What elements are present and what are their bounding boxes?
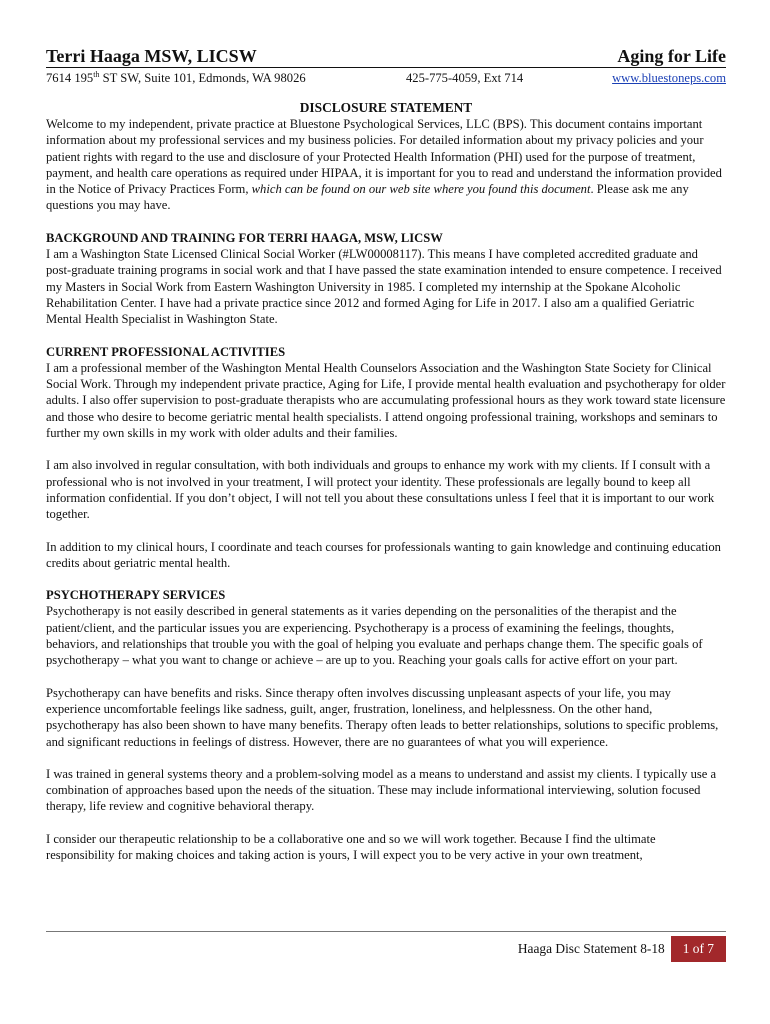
background-paragraph: I am a Washington State Licensed Clinical Social Worker (#LW00008117). This means I have completed accredited graduate and post-graduate training programs in social work and that I have passed the state examination intended to ensure competence. I received my Masters in Social Work from Eastern Washington University in 1985. I completed my internship at the Spokane Alcoholic Rehabilitation Center. I have had a private practice since 2012 and formed Aging for Life in 2017. I also am a qualified Geriatric Mental Health Specialist in Washington State. — [46, 247, 722, 327]
practitioner-name: Terri Haaga MSW, LICSW — [46, 46, 257, 66]
activities-paragraph-1: I am a professional member of the Washington Mental Health Counselors Association and the Washington State Society for Clinical Social Work. Through my independent private practice, Aging for Life, I provide mental health evaluation and psychotherapy for older adults. I also offer supervision to post-graduate therapists who are accumulating professional hours as they work toward state licensure and those who desire to become geriatric mental health specialists. I attend ongoing professional training, workshops and seminars to further my own skills in my work with older adults and their families. — [46, 360, 726, 441]
intro-tail: . Please ask me any questions you may have. — [46, 182, 689, 213]
psychotherapy-paragraph-4: I consider our therapeutic relationship to be a collaborative one and so we will work together. Because I find the ultimate responsibility for making choices and taking action is yours, I will expect you to be very active in your own treatment, — [46, 831, 656, 862]
psychotherapy-heading: PSYCHOTHERAPY SERVICES — [46, 588, 226, 603]
activities-paragraph-2: I am also involved in regular consultation, with both individuals and groups to enhance my work with my clients. If I consult with a professional who is not involved in your treatment, I will protect your identity. These professionals are legally bound to keep all information confidential. If you don’t object, I will not tell you about these consultations unless I feel that it is important to our work together. — [46, 458, 715, 522]
document-page — [46, 46, 726, 863]
address — [46, 69, 406, 87]
psychotherapy-paragraph-3: I was trained in general systems theory and a problem-solving model as a means to understand and assist my clients. I typically use a combination of approaches based upon the needs of the situation. These may include informational interviewing, solution focused therapy, life review and cognitive behavioral therapy. — [46, 766, 717, 814]
practice-name: Aging for Life — [617, 46, 726, 66]
page-number-badge: 1 of 7 — [671, 936, 726, 962]
intro-italic: which can be found on our web site where you found this document — [251, 182, 591, 197]
phone-number: 425-775-4059, Ext 714 — [406, 71, 524, 85]
background-heading: BACKGROUND AND TRAINING FOR TERRI HAAGA, MSW, LICSW — [46, 230, 443, 245]
psychotherapy-paragraph-1: Psychotherapy is not easily described in general statements as it varies depending on the personalities of the therapist and the patient/client, and the particular issues you are experiencing. Psychotherapy is a process of examining the feelings, thoughts, behaviors, and relationships that trouble you with the goal of helping you evaluate and perhaps change them. The specific goals of psychotherapy – what you want to change or achieve – are up to you. Reaching your goals calls for active effort on your part. — [46, 604, 703, 668]
activities-paragraph-3: In addition to my clinical hours, I coordinate and teach courses for professionals wanting to gain knowledge and continuing education credits about geriatric mental health. — [46, 539, 721, 570]
footer-document-label: Haaga Disc Statement 8-18 — [517, 941, 665, 956]
address-rest: ST SW, Suite 101, Edmonds, WA 98026 — [99, 71, 306, 85]
website-link[interactable]: www.bluestoneps.com — [612, 71, 726, 85]
intro-text: Welcome to my independent, private practice at Bluestone Psychological Services, LLC (BPS). This document contains important information about my professional services and my business policies. For detailed information about my privacy policies and your patient rights with regard to the use and disclosure of your Protected Health Information (PHI) used for the purpose of treatment, payment, and health care operations as required under HIPAA, it is important for you to read and understand the information provided in the Notice of Privacy Practices Form, — [46, 117, 722, 197]
address-ordinal: th — [93, 69, 100, 79]
document-title: DISCLOSURE STATEMENT — [299, 100, 473, 115]
intro-paragraph — [46, 116, 726, 214]
letterhead — [46, 46, 726, 68]
contact-row — [46, 69, 726, 87]
address-number: 7614 195 — [46, 71, 94, 85]
activities-heading: CURRENT PROFESSIONAL ACTIVITIES — [46, 344, 286, 359]
psychotherapy-paragraph-2: Psychotherapy can have benefits and risks. Since therapy often involves discussing unpleasant aspects of your life, you may experience uncomfortable feelings like sadness, guilt, anger, frustration, loneliness, and helplessness. On the other hand, psychotherapy has also been shown to have many benefits. Therapy often leads to better relationships, solutions to specific problems, and significant reductions in feelings of distress. However, there are no guarantees of what you will experience. — [46, 685, 719, 749]
page-footer — [46, 931, 726, 962]
